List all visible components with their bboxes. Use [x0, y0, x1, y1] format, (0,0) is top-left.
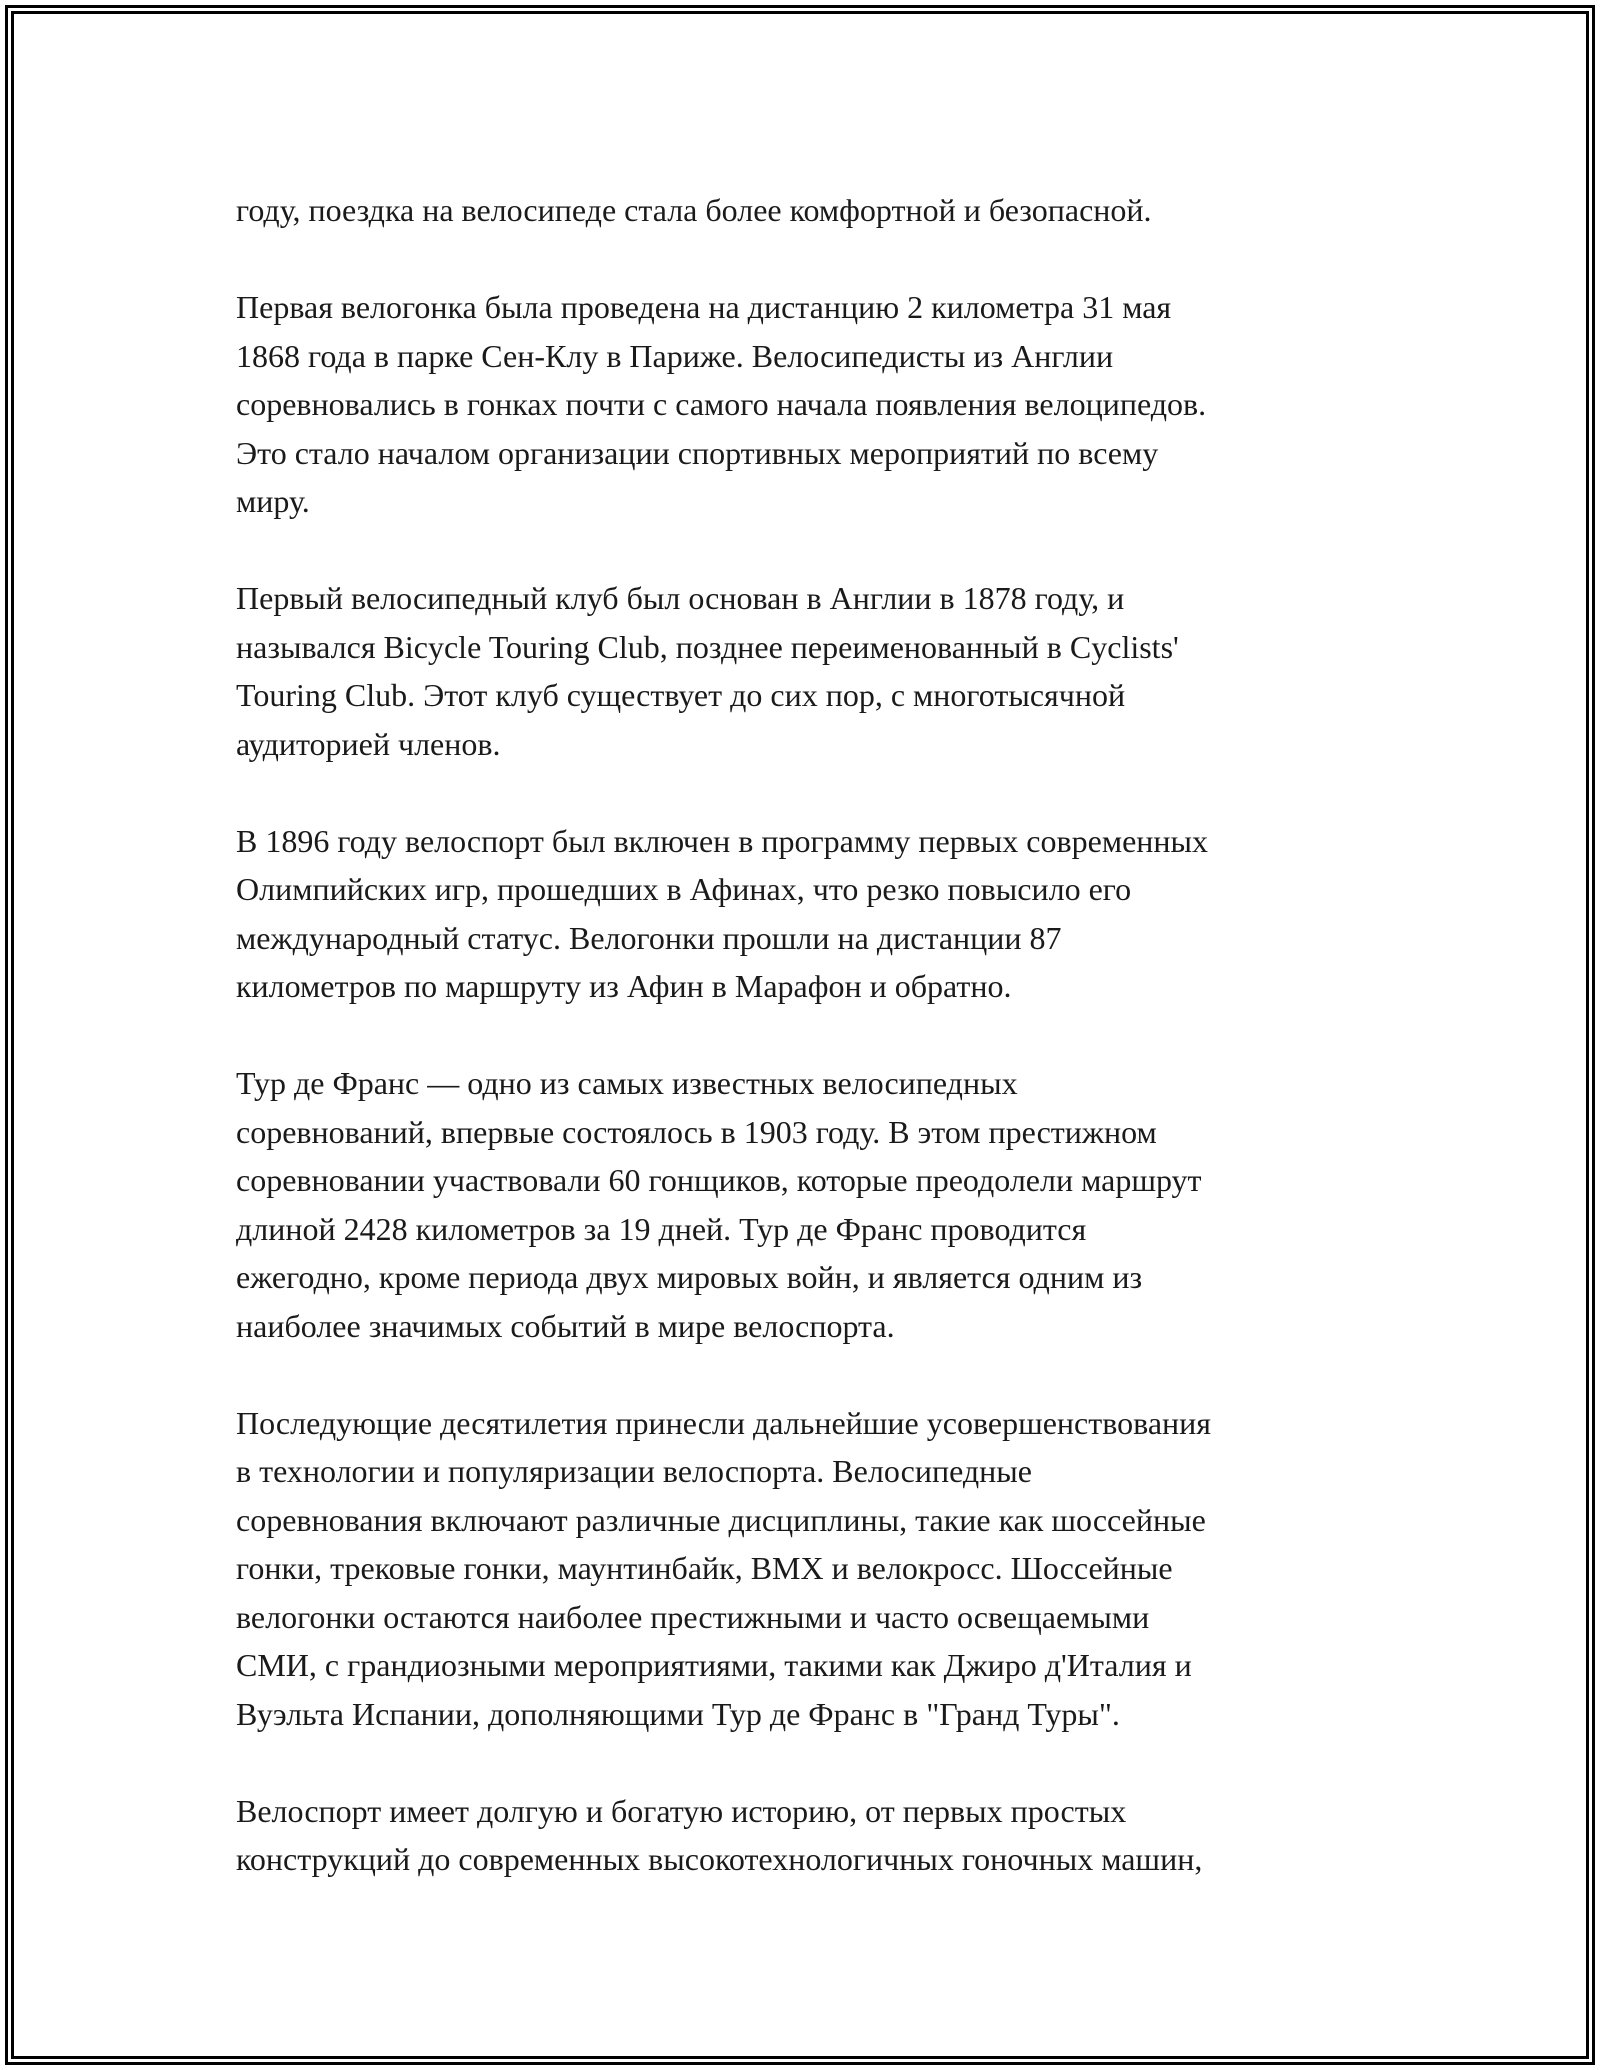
paragraph-7 — [236, 1787, 1366, 1884]
text-line: в технологии и популяризации велоспорта. Велосипедные — [236, 1453, 1032, 1489]
text-line: Последующие десятилетия принесли дальнейшие усовершенствования — [236, 1404, 1211, 1441]
text-line: миру. — [236, 483, 310, 519]
document-body — [236, 186, 1366, 1932]
text-line: конструкций до современных высокотехнологичных гоночных машин, — [236, 1841, 1203, 1877]
text-line: международный статус. Велогонки прошли на дистанции 87 — [236, 919, 1062, 956]
paragraph-5 — [236, 1059, 1366, 1350]
text-line: В 1896 году велоспорт был включен в программу первых современных — [236, 822, 1209, 859]
text-line: соревнования включают различные дисциплины, такие как шоссейные — [236, 1501, 1206, 1538]
text-line: ежегодно, кроме периода двух мировых войн, и является одним из — [236, 1259, 1143, 1295]
paragraph-3 — [236, 574, 1366, 768]
text-line: Первый велосипедный клуб был основан в Англии в 1878 году, и — [236, 580, 1125, 616]
text-line: Первая велогонка была проведена на дистанцию 2 километра 31 мая — [236, 289, 1172, 325]
text-line: Велоспорт имеет долгую и богатую историю, от первых простых — [236, 1792, 1127, 1829]
text-line: соревнований, впервые состоялось в 1903 году. В этом престижном — [236, 1113, 1157, 1150]
text-line: наиболее значимых событий в мире велоспорта. — [236, 1307, 895, 1344]
paragraph-6 — [236, 1399, 1366, 1739]
text-line: Вуэльта Испании, дополняющими Тур де Франс в "Гранд Туры". — [236, 1695, 1120, 1732]
paragraph-2 — [236, 283, 1366, 526]
text-line: километров по маршруту из Афин в Марафон и обратно. — [236, 968, 1012, 1004]
text-line: СМИ, с грандиозными мероприятиями, такими как Джиро д'Италия и — [236, 1647, 1192, 1683]
text-line: велогонки остаются наиболее престижными и часто освещаемыми — [236, 1598, 1150, 1635]
text-line: аудиторией членов. — [236, 725, 501, 762]
text-line: году, поездка на велосипеде стала более комфортной и безопасной. — [236, 192, 1152, 228]
text-line: гонки, трековые гонки, маунтинбайк, BMX и велокросс. Шоссейные — [236, 1550, 1173, 1586]
text-line: Олимпийских игр, прошедших в Афинах, что резко повысило его — [236, 871, 1132, 907]
text-line: Тур де Франс — одно из самых известных велосипедных — [236, 1065, 1018, 1101]
text-line: соревновании участвовали 60 гонщиков, которые преодолели маршрут — [236, 1162, 1202, 1198]
paragraph-4 — [236, 817, 1366, 1011]
text-line: Touring Club. Этот клуб существует до сих пор, с многотысячной — [236, 677, 1126, 713]
text-line: соревновались в гонках почти с самого начала появления велоципедов. — [236, 386, 1207, 422]
text-line: назывался Bicycle Touring Club, позднее переименованный в Cyclists' — [236, 628, 1179, 665]
paragraph-1 — [236, 186, 1366, 235]
text-line: длиной 2428 километров за 19 дней. Тур де Франс проводится — [236, 1210, 1087, 1247]
text-line: 1868 года в парке Сен-Клу в Париже. Велосипедисты из Англии — [236, 337, 1114, 374]
text-line: Это стало началом организации спортивных мероприятий по всему — [236, 434, 1159, 471]
